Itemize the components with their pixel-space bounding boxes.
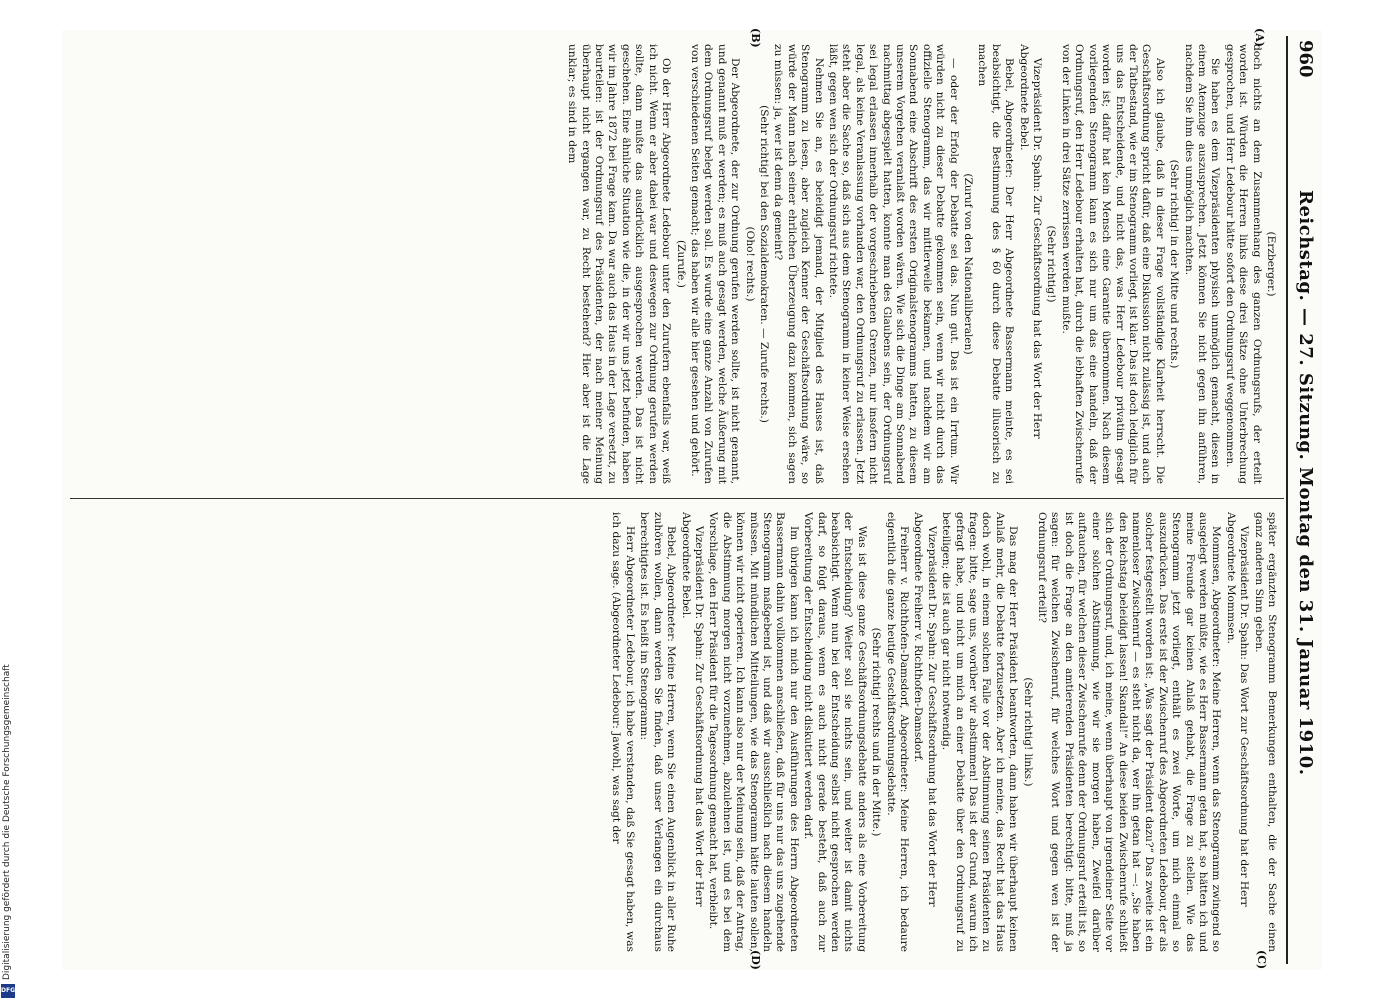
margin-marker-b: (B): [748, 28, 762, 48]
interjection: (Sehr richtig! bei den Sozialdemokraten. — Zurufe rechts.): [757, 105, 770, 423]
vice-president-statement: Vizepräsident Dr. Spahn: Zur Geschäftsordnung hat das Wort der Herr Abgeordnete Freiherr v. Richthofen-Damsdorf.: [911, 512, 938, 907]
interjection: (Sehr richtig! in der Mitte und rechts.): [1167, 159, 1180, 369]
paragraph: Der Abgeordnete, der zur Ordnung gerufen werden sollte, ist nicht genannt, und genannt muß er werden; es muß auch gesagt werden, welche Äußerung mit dem Ordnungsruf belegt werden soll. Es wurde eine ganze Anzahl von Zurufen von verschiedenen Seiten gemacht; das haben wir alle hier gesehen und gehört.: [688, 44, 741, 484]
paragraph: Im übrigen kann ich mich nur den Ausführungen des Herrn Abgeordneten Bassermann dahin vollkommen anschließen, daß für uns nur das uns zugehende Stenogramm maßgebend ist, und daß wir ausschließlich nach diesem handeln müssen. Mit mündlichen Mitteilungen, wie das Stenogramm hätte lauten sollen, können wir nicht operieren. Ich kann also nur der Meinung sein, daß der Antrag, die Abstimmung morgen nicht vorzunehmen, abzulehnen ist, und es bei dem Vorschlage, den Herr Präsident für die Tagesordnung gemacht hat, verbleibt.: [706, 512, 800, 952]
quoted-paragraph: Herr Abgeordneter Ledebour, ich habe verstanden, daß Sie gesagt haben, was ich dazu sage. (Abgeordneter Ledebour: Jawohl, was sagt der: [610, 512, 636, 952]
dfg-logo: DFG: [1, 984, 15, 998]
interjection: (Sehr richtig!): [1045, 225, 1057, 303]
interjection: (Zuruf von den Nationalliberalen): [961, 173, 974, 355]
page-number: 960: [1294, 40, 1316, 78]
paragraph: Sie haben es dem Vizepräsidenten physisch unmöglich gemacht, diesen in einem Atemzuge auszusprechen. Jetzt können Sie nicht gegen ihn anführen, nachdem Sie ihm dies unmöglich machten.: [1182, 44, 1221, 484]
speaker-paragraph: Freiherr v. Richthofen-Damsdorf, Abgeordneter: Meine Herren, ich bedaure eigentlich die ganze heutige Geschäftsordnungsdebatte.: [884, 512, 910, 952]
left-column: [72, 44, 1278, 484]
funding-note: Digitalisierung gefördert durch die Deutsche Forschungsgemeinschaft: [2, 664, 12, 980]
page-title: Reichstag. — 27. Sitzung. Montag den 31. Januar 1910.: [1294, 190, 1316, 776]
margin-marker-d: (D): [748, 950, 762, 970]
right-column: [72, 512, 1278, 952]
margin-marker-a: (A): [1252, 28, 1266, 47]
scanned-page: [62, 30, 1322, 970]
paragraph: doch nichts an dem Zusammenhang des ganzen Ordnungsrufs, der erteilt worden ist. Würden die Herren links diese drei Sätze ohne Unterbrechung gesprochen, und Herr Ledebour hätte sofort den Ordnungsruf weggenommen.: [1223, 44, 1263, 484]
column-divider: [70, 498, 1284, 499]
speaker-paragraph: Mommsen, Abgeordneter: Meine Herren, wenn das Stenogramm zwingend so ausgelegt werden müßte, wie es Herr Bassermann getan hat, so hätten ich und meine Freunde gar keinen Anlaß gehabt, die Frage zu stellen. Wie das Stenogramm jetzt vorliegt, enthält es zwei Worte, um mich einmal so auszudrücken. Das erste ist der Zwischenruf des Abgeordneten Ledebour, der als solcher festgestellt worden ist: „Was sagt der Präsident dazu?“ Das zweite ist ein namenloser Zwischenruf — es steht nicht da, wer ihn getan hat —: „Sie haben den Reichstag beleidigt lassen! Skandal!“ An diese beiden Zwischenrufe schließt sich der Ordnungsruf, und, ich meine, wenn überhaupt von irgendeiner Seite vor einer solchen Abstimmung, wie wir sie morgen haben, Zweifel darüber auftauchen, für welchen dieser Zwischenrufe denn der Ordnungsruf erteilt ist, so ist doch die Frage an den amtierenden Präsidenten berechtigt: bitte, muß ja sagen: für welchen Zwischenruf, für welches Wort und gegen wen ist der Ordnungsruf erteilt?: [1035, 512, 1222, 952]
interjection: (Sehr richtig! links.): [1021, 677, 1034, 787]
paragraph: Nehmen Sie an, es beleidigt jemand, der Mitglied des Hauses ist, daß Stenogramm zu lesen, aber zugleich Kenner der Geschäftsordnung wäre, so würde der Mann nach seiner ehrlichen Überzeugung dazu kommen, sich sagen zu müssen: ja, wer ist denn da gemeint?: [771, 44, 825, 484]
margin-marker-c: (C): [1254, 950, 1268, 970]
speaker-note: (Erzberger.): [1264, 231, 1277, 297]
interjection: (Oho! rechts.): [743, 226, 756, 302]
paragraph: Das mag der Herr Präsident beantworten, dann haben wir überhaupt keinen Anlaß mehr, die Debatte fortzusetzen. Aber ich meine, das Recht hat das Haus doch wohl, in einem solchen Falle vor der Abstimmung seinen Präsidenten zu fragen: bitte, sage uns, worüber wir abstimmen! Das ist der Grund, warum ich gefragt habe, und nicht um mich an einer Debatte über den Ordnungsruf zu beteiligen; die ist auch gar nicht notwendig.: [939, 512, 1019, 952]
speaker-paragraph: Bebel, Abgeordneter: Meine Herren, wenn Sie einen Augenblick in aller Ruhe zuhören wollen, dann werden Sie finden, daß unser Verlangen ein durchaus berechtigtes ist. Es heißt im Stenogramm:: [637, 512, 677, 952]
header-rule: [1286, 36, 1288, 964]
interjection: (Zurufe.): [674, 240, 687, 288]
speaker-paragraph: Bebel, Abgeordneter: Der Herr Abgeordnete Bassermann meinte, es sei beabsichtigt, die Bestimmung des § 60 durch diese Debatte illusorisch zu machen: [975, 44, 1015, 484]
paragraph: — oder der Erfolg der Debatte sei das. Nun gut. Das ist ein Irrtum. Wir würden nicht zu dieser Debatte gekommen sein, wenn wir nicht durch das offizielle Stenogramm, das wir mittlerweile bekamen, und nachdem wir am Sonnabend eine Abschrift des ersten Originalstenogramms hatten, zu diesem unserem Vorgehen veranlaßt worden wären. Wie sich die Dinge am Sonnabend nachmittag abgespielt hatten, konnte man des Glaubens sein, der Ordnungsruf sei legal erlassen innerhalb der vorgeschriebenen Grenzen, nur insofern nicht legal, als keine Veranlassung vorhanden war, den Ordnungsruf zu erlassen. Jetzt steht aber die Sache so, daß sich aus dem Stenogramm in keiner Weise ersehen läßt, gegen wen sich der Ordnungsruf richtete.: [826, 44, 960, 484]
vice-president-statement: Vizepräsident Dr. Spahn: Das Wort zur Geschäftsordnung hat der Herr Abgeordnete Mommsen.: [1224, 512, 1250, 907]
interjection: (Sehr richtig! rechts und in der Mitte.): [869, 627, 882, 837]
paragraph: Was ist diese ganze Geschäftsordnungsdebatte anders als eine Vorbereitung der Entscheidung? Weiter soll sie nichts sein, und weiter ist damit nichts beabsichtigt. Wenn nun bei der Entscheidung selbst nicht gesprochen werden darf, so folgt daraus, wenn es auch nicht gerade besteht, daß auch zur Vorbereitung der Entscheidung nicht diskutiert werden darf.: [801, 512, 868, 952]
page-header: [1288, 40, 1322, 960]
vice-president-statement: Vizepräsident Dr. Spahn: Zur Geschäftsordnung hat das Wort der Herr Abgeordnete Bebel.: [679, 512, 705, 907]
paragraph: Ob der Herr Abgeordnete Ledebour unter den Zurufern ebenfalls war, weiß ich nicht. Wenn er aber dabei war und deswegen zur Ordnung gerufen werden sollte, dann mußte das ausdrücklich ausgesprochen werden. Das ist nicht geschehen. Eine ähnliche Situation wie die, in der wir uns jetzt befinden, haben wir im Jahre 1872 bei Frage kam. Da war auch das Haus in der Lage versetzt, zu beurteilen: ist der Ordnungsruf des Präsidenten, der nach meiner Meinung überhaupt nicht ergangen war, zu Recht bestehend? Hier aber ist die Lage unklar; es sind in dem: [565, 44, 672, 484]
paragraph: Also ich glaube, daß in dieser Frage vollständige Klarheit herrscht. Die Geschäftsordnung spricht dafür, daß eine Diskussion nicht zulässig ist, und auch der Tatbestand, wie er im Stenogramm vorliegt, ist klar. Das ist doch lediglich für uns das Entscheidende, und nicht das, was Herr Ledebour privatim gesagt worden ist; dafür hat kein Mensch eine Garantie übernommen. Nach diesem vorliegenden Stenogramm kann es sich nur um das eine handeln, daß der Ordnungsruf, den Herr Ledebour erhalten hat, durch die lebhaften Zwischenrufe von der Linken in drei Sätze zerrissen werden mußte.: [1059, 44, 1166, 484]
vice-president-statement: Vizepräsident Dr. Spahn: Zur Geschäftsordnung hat das Wort der Herr Abgeordnete Bebel.: [1017, 44, 1043, 439]
paragraph: später ergänzten Stenogramm Bemerkungen enthalten, die der Sache einen ganz anderen Sinn geben.: [1252, 512, 1278, 952]
